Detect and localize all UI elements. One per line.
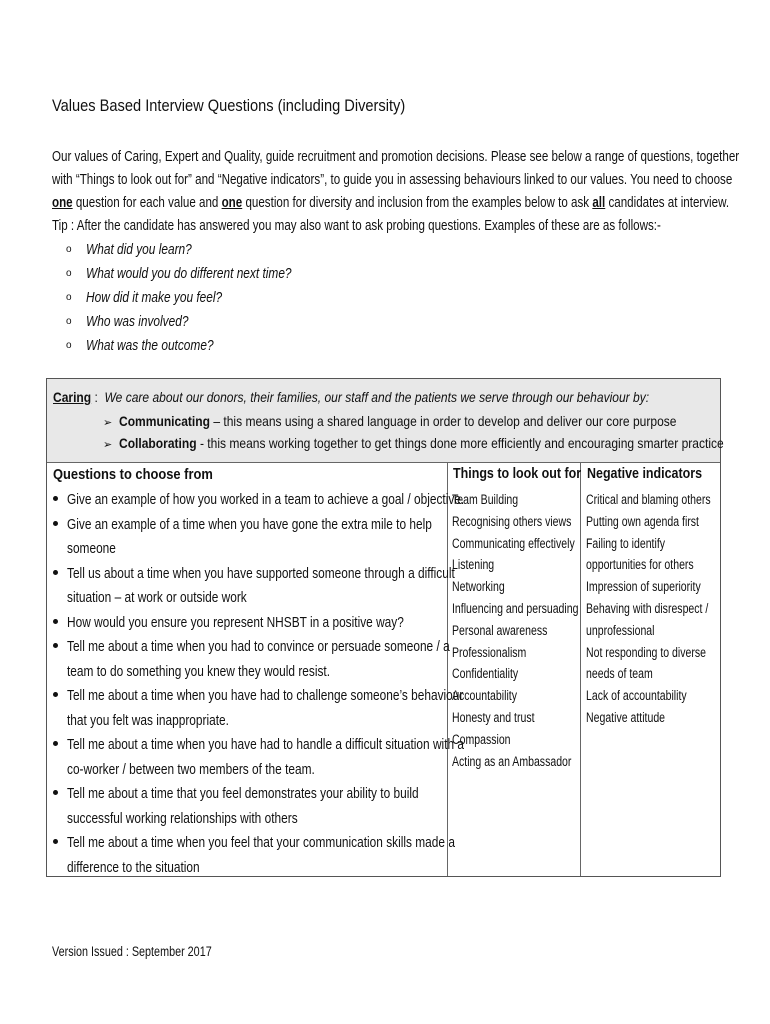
list-item: Influencing and persuading: [452, 600, 579, 616]
tip-line: Tip : After the candidate has answered you may also want to ask probing questions. Examples of these are as follows:-: [52, 218, 661, 234]
bullet-icon: [53, 570, 58, 575]
intro-line-2: with “Things to look out for” and “Negative indicators”, to guide you in assessing behaviours linked to our values. You need to choose: [52, 172, 733, 188]
list-item: Personal awareness: [452, 622, 548, 638]
list-item: Compassion: [452, 731, 511, 747]
list-item: Professionalism: [452, 644, 527, 660]
lookout-header: Things to look out for: [453, 466, 582, 482]
list-item: Communicating effectively: [452, 535, 575, 551]
list-item: o What would you do different next time?: [66, 266, 292, 282]
list-item: Listening: [452, 557, 495, 573]
version-footer: Version Issued : September 2017: [52, 944, 212, 959]
questions-column: [47, 462, 465, 876]
bullet-icon: [53, 521, 58, 526]
caring-bullet-communicating: ➢ Communicating – this means using a shared language in order to develop and deliver our core purpose: [103, 413, 677, 429]
page-title: Values Based Interview Questions (including Diversity): [52, 96, 406, 115]
list-item: o Who was involved?: [66, 314, 189, 330]
list-item: How would you ensure you represent NHSBT in a positive way?: [47, 611, 551, 636]
bullet-icon: [53, 619, 58, 624]
list-item: Tell us about a time when you have supported someone through a difficult situation – at work or outside work: [47, 562, 551, 611]
list-item: Tell me about a time when you feel that your communication skills made a difference to the situation: [47, 831, 551, 880]
list-item: Give an example of a time when you have gone the extra mile to help someone: [47, 513, 551, 562]
bullet-icon: [53, 692, 58, 697]
bullet-icon: [53, 839, 58, 844]
negative-column: [581, 462, 720, 876]
list-item: Critical and blaming others: [586, 492, 711, 507]
bullet-icon: [53, 741, 58, 746]
list-item: Accountability: [452, 688, 517, 704]
list-item: opportunities for others: [586, 557, 694, 573]
probing-questions-list: [66, 238, 337, 358]
questions-header: Questions to choose from: [53, 466, 213, 483]
intro-line-3: one question for each value and one question for diversity and inclusion from the examples below to ask all candidates at interview.: [52, 195, 730, 211]
list-item: Tell me about a time when you have had to handle a difficult situation with a co-worker / between two members of the team.: [47, 733, 551, 782]
list-item: Failing to identify: [586, 535, 666, 551]
lookout-column: [447, 462, 581, 876]
list-item: Not responding to diverse: [586, 644, 706, 660]
list-item: Behaving with disrespect /: [586, 600, 709, 616]
list-item: Acting as an Ambassador: [452, 753, 572, 769]
list-item: o What did you learn?: [66, 242, 192, 258]
list-item: Confidentiality: [452, 666, 519, 682]
list-item: Negative attitude: [586, 709, 666, 725]
list-item: Recognising others views: [452, 513, 572, 529]
list-item: Impression of superiority: [586, 579, 701, 595]
list-item: Networking: [452, 579, 505, 595]
list-item: Putting own agenda first: [586, 513, 699, 529]
caring-bullet-collaborating: ➢ Collaborating - this means working together to get things done more efficiently and encouraging smarter practice: [103, 435, 724, 451]
caring-header: Caring : We care about our donors, their families, our staff and the patients we serve through our behaviour by: ➢ Communicating – this means using a shared language in order to develop and deliver our core purpose ➢ Collaborating - this means working together to get things done more efficiently and encouraging smarter practice: [47, 379, 720, 463]
negative-header: Negative indicators: [587, 466, 703, 482]
list-item: Lack of accountability: [586, 688, 687, 704]
list-item: Tell me about a time when you have had to challenge someone’s behaviour that you felt was inappropriate.: [47, 684, 551, 733]
intro-line-1: Our values of Caring, Expert and Quality, guide recruitment and promotion decisions. Please see below a range of questions, together: [52, 149, 740, 165]
list-item: Give an example of how you worked in a team to achieve a goal / objective.: [47, 488, 551, 513]
bullet-icon: [53, 496, 58, 501]
caring-label: Caring: [53, 389, 92, 405]
bullet-icon: [53, 790, 58, 795]
list-item: Honesty and trust: [452, 709, 535, 725]
list-item: Team Building: [452, 492, 519, 507]
list-item: unprofessional: [586, 622, 655, 638]
list-item: Tell me about a time that you feel demonstrates your ability to build successful working relationships with others: [47, 782, 551, 831]
bullet-icon: [53, 643, 58, 648]
caring-description: We care about our donors, their families, our staff and the patients we serve through our behaviour by:: [104, 389, 650, 405]
negative-list: [586, 489, 746, 729]
list-item: o What was the outcome?: [66, 338, 214, 354]
list-item: o How did it make you feel?: [66, 290, 223, 306]
list-item: needs of team: [586, 666, 653, 682]
list-item: Tell me about a time when you had to convince or persuade someone / a team to do something you knew they would resist.: [47, 635, 551, 684]
arrow-bullet-icon: ➢: [103, 417, 113, 429]
intro-paragraph: [52, 146, 770, 238]
caring-values-table: [46, 378, 724, 877]
arrow-bullet-icon: ➢: [103, 439, 113, 451]
